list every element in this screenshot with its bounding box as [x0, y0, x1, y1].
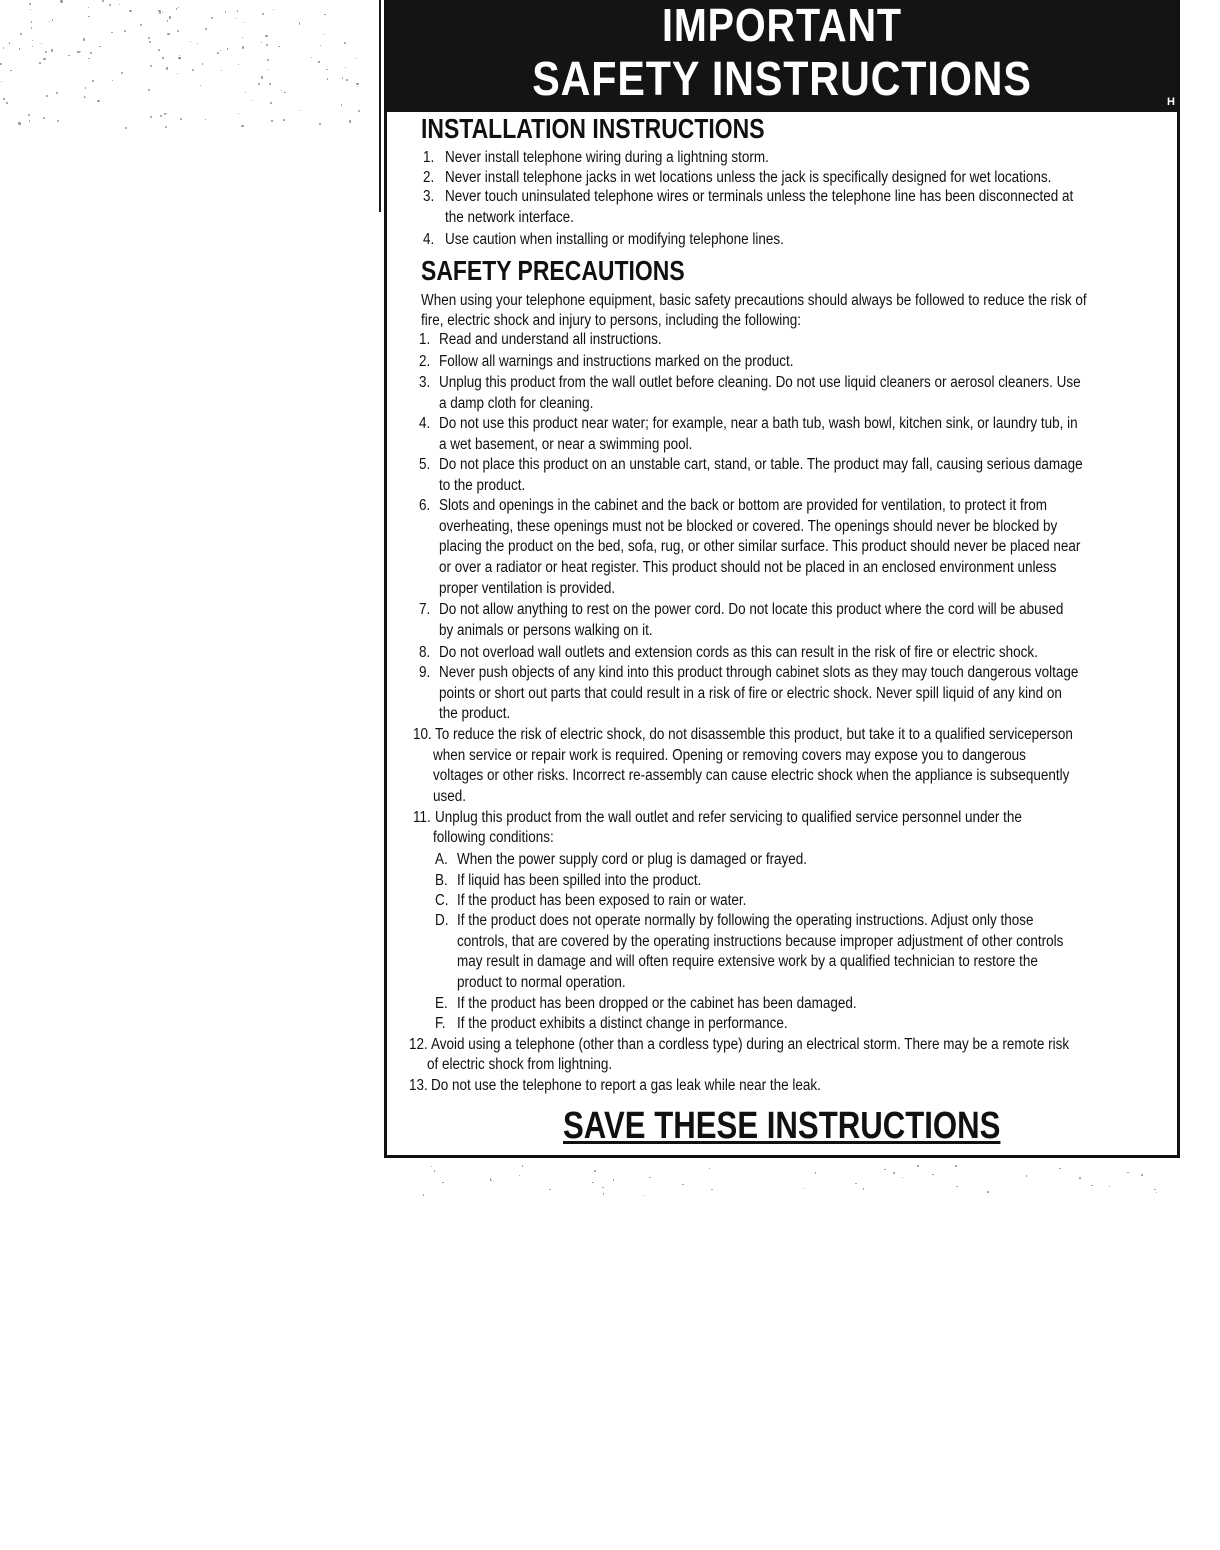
scan-speckle [112, 80, 113, 81]
scan-speckle [179, 55, 180, 56]
scan-speckle [1109, 1186, 1111, 1188]
scan-speckle [160, 115, 162, 117]
scan-speckle [140, 24, 142, 26]
scan-speckle [119, 4, 120, 5]
scan-speckle [197, 43, 198, 44]
scan-speckle [162, 57, 163, 58]
scan-speckle [0, 63, 2, 65]
scan-speckle [220, 50, 221, 51]
scan-speckle [18, 122, 21, 125]
safety-item-number: 11. [413, 809, 431, 826]
safety-item-number: 9. [419, 664, 431, 681]
scan-speckle [102, 0, 104, 2]
scan-speckle [148, 37, 150, 39]
safety-item-text: a wet basement, or near a swimming pool. [439, 436, 693, 453]
scan-speckle [284, 92, 285, 93]
scan-speckle [271, 120, 273, 122]
safety-item-text: placing the product on the bed, sofa, rug, or other similar surface. This product should never be placed near [439, 538, 1081, 555]
scan-speckle [177, 73, 178, 74]
safety-item-text: when service or repair work is required. Opening or removing covers may expose you to dangerous [433, 747, 1026, 764]
scan-speckle [148, 89, 150, 91]
scan-speckle [1141, 1174, 1143, 1176]
scan-speckle [522, 1165, 524, 1167]
scan-speckle [176, 8, 178, 10]
safety-item-text: following conditions: [433, 829, 554, 846]
scan-speckle [177, 30, 179, 32]
condition-letter: B. [435, 872, 448, 889]
scan-speckle [855, 1183, 857, 1185]
scan-speckle [121, 72, 123, 74]
scan-speckle [150, 116, 152, 118]
scan-speckle [20, 33, 22, 35]
safety-item-text: to the product. [439, 477, 526, 494]
scan-speckle [166, 113, 167, 114]
scan-speckle [241, 125, 243, 127]
safety-item-text: proper ventilation is provided. [439, 580, 616, 597]
scan-speckle [30, 9, 31, 10]
safety-item-number: 1. [419, 331, 431, 348]
scan-speckle [349, 120, 351, 122]
safety-item-text: Do not use this product near water; for example, near a bath tub, wash bowl, kitchen sink, or laundry tub, in [439, 415, 1078, 432]
safety-item-number: 2. [419, 353, 431, 370]
header-title-safety-instructions: SAFETY INSTRUCTIONS [532, 53, 1032, 106]
scan-speckle [423, 1194, 425, 1196]
scan-speckle [57, 120, 59, 122]
scan-speckle [345, 67, 346, 68]
condition-text: product to normal operation. [457, 974, 626, 991]
scan-speckle [342, 77, 343, 78]
scan-speckle [1079, 1177, 1081, 1179]
scan-speckle [932, 1174, 934, 1176]
scan-speckle [165, 126, 167, 128]
safety-item-text: a damp cloth for cleaning. [439, 395, 594, 412]
installation-item-text: Never install telephone jacks in wet locations unless the jack is specifically designed for wet locations. [445, 169, 1052, 186]
scan-speckle [884, 1169, 886, 1171]
scan-speckle [31, 27, 32, 28]
scan-speckle [217, 52, 219, 54]
condition-text: If the product exhibits a distinct change in performance. [457, 1015, 788, 1032]
scan-speckle [238, 64, 239, 65]
scan-speckle [258, 83, 259, 84]
safety-item-number: 6. [419, 497, 431, 514]
installation-item-text: Never touch uninsulated telephone wires or terminals unless the telephone line has been disconnected at [445, 188, 1074, 205]
scan-speckle [815, 1172, 817, 1174]
save-instructions-footer [387, 1104, 1177, 1148]
scan-speckle [1156, 1192, 1158, 1194]
condition-letter: D. [435, 912, 449, 929]
safety-item-text: Read and understand all instructions. [439, 331, 662, 348]
scan-speckle [355, 58, 356, 59]
safety-item-text: by animals or persons walking on it. [439, 622, 653, 639]
scan-speckle [603, 1193, 605, 1195]
save-instructions-text: SAVE THESE INSTRUCTIONS [563, 1105, 1001, 1147]
condition-text: controls, that are covered by the operating instructions because improper adjustment of other controls [457, 933, 1064, 950]
safety-item-number: 4. [419, 415, 431, 432]
scan-speckle [125, 127, 127, 129]
scan-speckle [592, 1182, 594, 1184]
scan-speckle [434, 1170, 436, 1172]
scan-speckle [9, 42, 11, 44]
scan-speckle [267, 59, 269, 61]
scan-speckle [252, 100, 253, 101]
scan-speckle [987, 1191, 989, 1193]
scan-speckle [109, 4, 111, 6]
scan-speckle [169, 16, 171, 18]
scan-speckle [32, 46, 33, 47]
scan-speckle [235, 18, 236, 19]
scan-speckle [261, 76, 264, 79]
scan-speckle [709, 1168, 711, 1170]
safety-item-text: Unplug this product from the wall outlet and refer servicing to qualified service personnel under the [435, 809, 1022, 826]
safety-item-number: 12. [409, 1036, 428, 1053]
scan-speckle [344, 42, 346, 44]
scan-speckle [1127, 1172, 1129, 1174]
installation-item-number: 1. [423, 149, 435, 166]
scan-speckle [221, 70, 222, 71]
scan-speckle [265, 35, 268, 38]
scan-speckle [28, 114, 30, 116]
scan-speckle [326, 69, 328, 71]
safety-precautions-title: SAFETY PRECAUTIONS [421, 255, 685, 286]
scan-speckle [356, 83, 358, 85]
scan-speckle [178, 7, 179, 8]
scan-speckle [46, 95, 48, 97]
scan-speckle [80, 51, 81, 52]
scan-speckle [956, 1186, 958, 1188]
safety-item-text: overheating, these openings must not be blocked or covered. The openings should never be blocked by [439, 518, 1058, 535]
scan-speckle [92, 80, 94, 82]
scan-speckle [549, 1189, 551, 1191]
scan-speckle [320, 45, 321, 46]
scan-speckle [318, 61, 319, 62]
condition-letter: E. [435, 995, 448, 1012]
page-margin-rule [379, 0, 381, 212]
scan-speckle [6, 102, 8, 104]
installation-item-number: 3. [423, 188, 435, 205]
edge-mark: H [1167, 96, 1175, 108]
scan-speckle [269, 83, 271, 85]
scan-speckle [56, 92, 58, 94]
scan-speckle [324, 14, 326, 16]
scan-speckle [111, 32, 113, 34]
scan-speckle [358, 110, 360, 112]
scan-speckle [299, 23, 301, 25]
safety-item-text: points or short out parts that could result in a risk of fire or electric shock. Never spill liquid of any kind on [439, 685, 1062, 702]
scan-speckle [99, 46, 101, 48]
condition-letter: F. [435, 1015, 446, 1032]
scan-speckle [270, 102, 272, 104]
scan-speckle [180, 118, 182, 120]
scan-speckle [60, 0, 62, 2]
safety-item-text: Do not overload wall outlets and extension cords as this can result in the risk of fire or electric shock. [439, 644, 1038, 661]
scan-speckle [211, 17, 213, 19]
scan-speckle [244, 22, 245, 23]
scan-speckle [149, 41, 151, 43]
scan-speckle [43, 58, 46, 61]
safety-item-text: To reduce the risk of electric shock, do not disassemble this product, but take it to a qualified serviceperson [435, 726, 1073, 743]
scan-speckle [281, 90, 282, 91]
header-title-important: IMPORTANT [662, 0, 902, 51]
scan-speckle [268, 69, 270, 71]
scan-speckle [90, 52, 92, 54]
scan-speckle [273, 9, 275, 11]
scan-speckle [323, 34, 324, 35]
scan-speckle [97, 100, 99, 102]
scan-speckle [245, 92, 246, 93]
scan-speckle [41, 43, 42, 44]
safety-item-text: used. [433, 788, 466, 805]
scan-speckle [88, 7, 90, 9]
installation-title: INSTALLATION INSTRUCTIONS [421, 113, 765, 144]
scan-speckle [45, 51, 47, 53]
scan-speckle [190, 41, 191, 42]
scan-speckle [166, 67, 168, 69]
scan-speckle [88, 16, 90, 18]
scan-speckle [77, 51, 79, 53]
scan-speckle [1026, 1175, 1028, 1177]
scan-speckle [299, 110, 300, 111]
condition-letter: C. [435, 892, 449, 909]
scan-speckle [902, 1177, 904, 1179]
scan-speckle [644, 1195, 646, 1197]
safety-item-text: Never push objects of any kind into this product through cabinet slots as they may touch dangerous voltage [439, 664, 1079, 681]
scan-speckle [1059, 1168, 1061, 1170]
scan-speckle [682, 1184, 684, 1186]
condition-text: When the power supply cord or plug is damaged or frayed. [457, 851, 808, 868]
scan-speckle [711, 1189, 713, 1191]
scan-speckle [88, 58, 90, 60]
scan-speckle [205, 119, 206, 120]
condition-text: may result in damage and will often require extensive work by a qualified technician to restore the [457, 953, 1038, 970]
scan-speckle [283, 119, 285, 121]
safety-item-number: 7. [419, 601, 431, 618]
condition-text: If the product has been dropped or the cabinet has been damaged. [457, 995, 857, 1012]
scan-speckle [602, 1187, 604, 1189]
scan-speckle [1, 81, 2, 82]
scan-speckle [200, 85, 202, 87]
scan-speckle [51, 49, 53, 51]
scan-speckle [85, 97, 86, 98]
scan-speckle [431, 1166, 433, 1168]
scan-speckle [129, 10, 131, 12]
scan-speckle [649, 1177, 651, 1179]
safety-item-number: 10. [413, 726, 432, 743]
scan-speckle [52, 19, 54, 21]
installation-item-number: 4. [423, 231, 435, 248]
scan-speckle [519, 1175, 521, 1177]
scan-speckle [167, 20, 169, 22]
scan-speckle [192, 69, 195, 72]
scan-speckle [490, 1180, 492, 1182]
scan-speckle [167, 33, 169, 35]
safety-item-text: Do not allow anything to rest on the power cord. Do not locate this product where the cord will be abused [439, 601, 1064, 618]
installation-item-text: the network interface. [445, 209, 574, 226]
scan-speckle [83, 38, 85, 40]
scan-speckle [29, 3, 31, 5]
scan-speckle [49, 21, 50, 22]
scan-speckle [227, 48, 228, 49]
condition-text: If liquid has been spilled into the product. [457, 872, 702, 889]
scan-speckle [202, 63, 203, 64]
scan-speckle [19, 48, 21, 50]
safety-intro-text: fire, electric shock and injury to persons, including the following: [421, 312, 802, 329]
scan-speckle [442, 1182, 444, 1184]
scan-speckle [31, 21, 33, 23]
condition-text: If the product does not operate normally by following the operating instructions. Adjust only those [457, 912, 1034, 929]
safety-intro-text: When using your telephone equipment, basic safety precautions should always be followed to reduce the risk of [421, 292, 1087, 309]
scan-speckle [261, 42, 262, 43]
scan-speckle [341, 104, 343, 106]
safety-item-text: voltages or other risks. Incorrect re-assembly can cause electric shock when the appliance is subsequently [433, 767, 1070, 784]
installation-item-number: 2. [423, 169, 435, 186]
scan-speckle [158, 49, 160, 51]
condition-text: If the product has been exposed to rain or water. [457, 892, 747, 909]
scan-speckle [237, 10, 239, 12]
scan-speckle [3, 47, 5, 49]
scan-speckle [319, 123, 321, 125]
scan-speckle [804, 1188, 806, 1190]
safety-item-text: or over a radiator or heat register. This product should not be placed in an enclosed environment unless [439, 559, 1057, 576]
scan-speckle [179, 58, 181, 60]
scan-speckle [10, 70, 11, 71]
scan-speckle [594, 1170, 596, 1172]
safety-item-text: Unplug this product from the wall outlet before cleaning. Do not use liquid cleaners or aerosol cleaners. Use [439, 374, 1081, 391]
scan-speckle [162, 12, 163, 13]
scan-speckle [278, 46, 280, 48]
scan-speckle [3, 98, 5, 100]
scan-speckle [242, 46, 244, 48]
safety-item-text: Follow all warnings and instructions marked on the product. [439, 353, 794, 370]
scan-speckle [150, 65, 152, 67]
scan-speckle [311, 57, 312, 58]
scan-speckle [346, 79, 348, 81]
safety-item-text: Do not place this product on an unstable cart, stand, or table. The product may fall, causing serious damage [439, 456, 1083, 473]
scan-speckle [124, 30, 126, 32]
scan-speckle [1154, 1189, 1156, 1191]
scan-speckle [68, 55, 70, 57]
scan-speckle [863, 1188, 865, 1190]
scan-speckle [39, 62, 41, 64]
scan-speckle [357, 86, 358, 87]
safety-instructions-panel [384, 0, 1180, 1158]
scan-speckle [327, 78, 329, 80]
safety-item-number: 13. [409, 1077, 428, 1094]
safety-item-number: 8. [419, 644, 431, 661]
scan-speckle [242, 37, 243, 38]
condition-letter: A. [435, 851, 448, 868]
scan-speckle [29, 120, 30, 121]
scan-speckle [262, 13, 264, 15]
scan-speckle [32, 40, 34, 42]
scan-speckle [238, 113, 239, 114]
header-banner [387, 0, 1177, 112]
scan-speckle [225, 11, 227, 13]
safety-item-text: of electric shock from lightning. [427, 1056, 613, 1073]
safety-item-number: 3. [419, 374, 431, 391]
scan-speckle [205, 28, 207, 30]
safety-item-text: Do not use the telephone to report a gas leak while near the leak. [431, 1077, 821, 1094]
scan-speckle [85, 87, 86, 88]
scan-speckle [893, 1172, 895, 1174]
scan-speckle [43, 117, 45, 119]
installation-item-text: Never install telephone wiring during a lightning storm. [445, 149, 769, 166]
installation-item-text: Use caution when installing or modifying telephone lines. [445, 231, 784, 248]
scan-speckle [613, 1179, 615, 1181]
safety-item-text: Avoid using a telephone (other than a cordless type) during an electrical storm. There may be a remote risk [431, 1036, 1070, 1053]
scan-speckle [955, 1165, 957, 1167]
safety-item-text: Slots and openings in the cabinet and the back or bottom are provided for ventilation, to protect it from [439, 497, 1047, 514]
scan-speckle [917, 1165, 919, 1167]
safety-item-text: the product. [439, 705, 511, 722]
scan-speckle [1091, 1185, 1093, 1187]
scan-speckle [266, 44, 268, 46]
safety-item-number: 5. [419, 456, 431, 473]
